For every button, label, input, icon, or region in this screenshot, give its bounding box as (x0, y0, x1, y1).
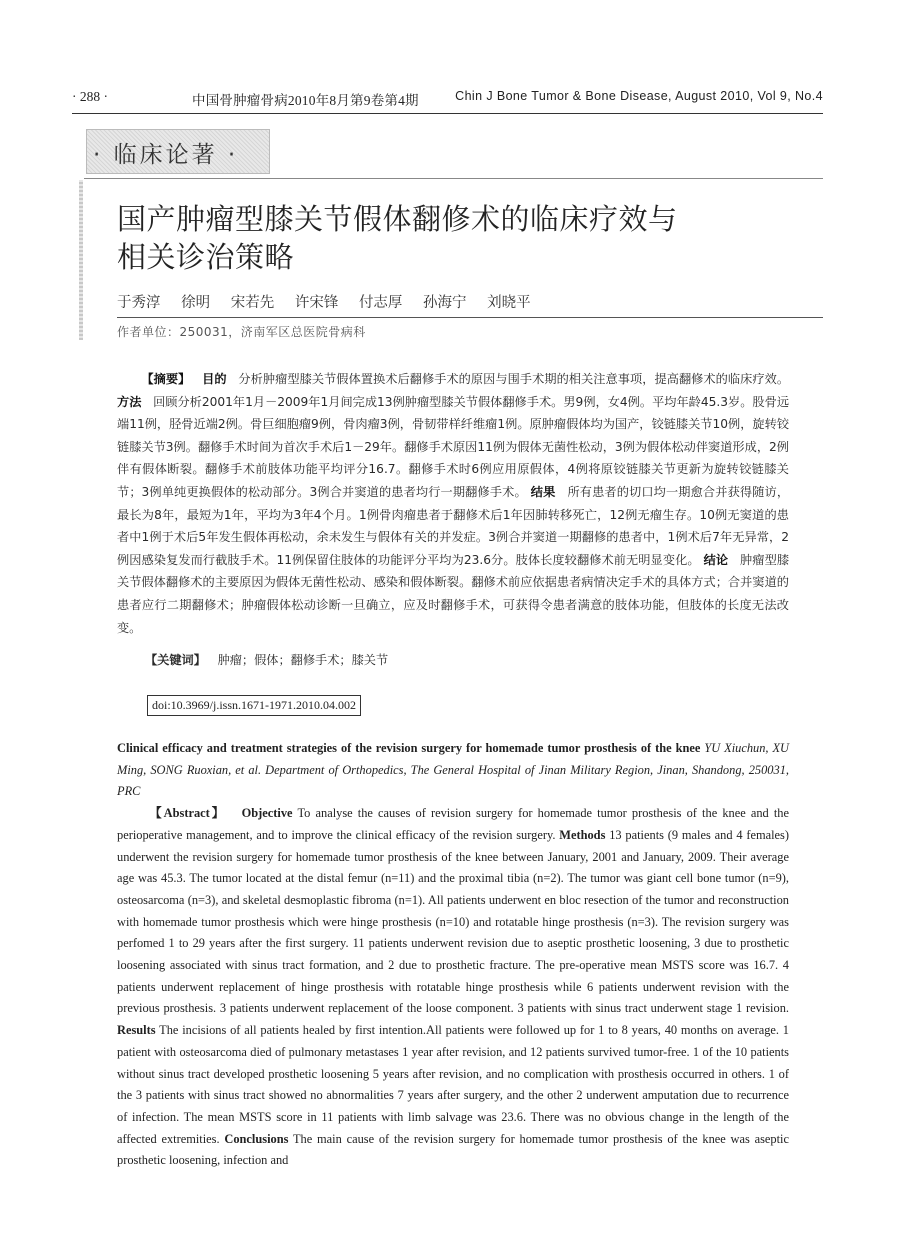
section-banner (86, 129, 270, 174)
section-label: · 临床论著 · (93, 142, 239, 168)
keywords-text: 肿瘤；假体；翻修手术；膝关节 (217, 653, 389, 667)
english-methods-label: Methods (559, 827, 606, 842)
english-results-label: Results (117, 1023, 156, 1038)
english-results-text: The incisions of all patients healed by first intention.All patients were followed up for 1 to 8 years, 40 months on average. 1 patient with osteosarcoma died of pulmonary metastases 1 year after revision, and 12 patients survived tumor-free. 1 of the 10 patients without sinus tract developed prosthetic loosening 5 years after revision, and no complication with prosthesis occurred in others. 1 of the 3 patients with sinus tract showed no abnormalities 7 years after surgery, and the other 2 underwent amputation due to recurrence of infection. The mean MSTS score in 11 patients with limb salvage was 23.6. There was no obvious change in the length of the affected extremities. (117, 1023, 789, 1146)
abstract-label: 【摘要】 (141, 372, 191, 386)
author-affiliation: 作者单位：250031，济南军区总医院骨病科 (117, 325, 366, 339)
results-label: 结果 (530, 484, 556, 499)
title-line-1: 国产肿瘤型膝关节假体翻修术的临床疗效与 (117, 202, 678, 236)
objective-text: 分析肿瘤型膝关节假体置换术后翻修手术的原因与围手术期的相关注意事项，提高翻修术的临床疗效。 (238, 372, 790, 386)
author: 于秀淳 (117, 295, 161, 311)
english-methods-text: 13 patients (9 males and 4 females) underwent the revision surgery for homemade tumor prosthesis of the knee between January, 2001 and January, 2009. Their average age was 45.3. The tumor located at the distal femur (n=11) and the proximal tibia (n=2). The tumor was giant cell bone tumor (n=9), osteosarcoma (n=3), and skeletal desmoplastic fibroma (n=1). All patients underwent en bloc resection of the tumor and reconstruction with homemade tumor prosthesis which were hinge prosthesis (n=10) and rotatable hinge prosthesis (n=3). The revision surgery was perfomed 1 to 29 years after the first surgery. 11 patients underwent revision due to aseptic prosthetic loosening, 3 due to prosthetic loosening associated with sinus tract formation, and 2 due to prosthetic fracture. The pre-operative mean MSTS score was 16.7. 4 patients underwent replacement of hinge prosthesis with rotatable hinge prosthesis while 6 patients underwent revision with the previous prosthesis. 3 patients underwent replacement of the loose component. 3 patients with sinus tract underwent stage 1 revision. (117, 827, 790, 1016)
methods-text: 回顾分析2001年1月－2009年1月间完成13例肿瘤型膝关节假体翻修手术。男9例，女4例。平均年龄45.3岁。股骨远端11例，胫骨近端2例。骨巨细胞瘤9例，骨肉瘤3例，骨韧带样纤维瘤1例。原肿瘤假体均为国产，铰链膝关节10例，旋转铰链膝关节3例。翻修手术时间为首次手术后1－29年。翻修手术原因11例为假体无菌性松动，3例为假体松动伴窦道形成，2例伴有假体断裂。翻修手术前肢体功能平均评分16.7。翻修手术时6例应用原假体，4例将原铰链膝关节更新为旋转铰链膝关节；3例单纯更换假体的松动部分。3例合并窦道的患者均行一期翻修手术。 (117, 394, 790, 499)
journal-name-chinese: 中国骨肿瘤骨病2010年8月第9卷第4期 (192, 93, 419, 108)
english-abstract-label: 【Abstract】 (149, 806, 227, 821)
section-divider (84, 178, 823, 179)
author: 刘晓平 (487, 295, 531, 311)
english-title: Clinical efficacy and treatment strategies of the revision surgery for homemade tumor prosthesis of the knee (117, 741, 701, 755)
english-objective-text: To analyse the causes of revision surgery for homemade tumor prosthesis of the knee and the perioperative management, and to improve the clinical efficacy of the revision surgery. (117, 806, 790, 842)
author-list (117, 291, 547, 312)
methods-label: 方法 (117, 394, 142, 409)
author: 宋若先 (230, 295, 275, 311)
page-number: · 288 · (72, 89, 108, 104)
author: 许宋锋 (294, 295, 339, 311)
english-conclusions-text: The main cause of the revision surgery for homemade tumor prosthesis of the knee was aseptic prosthetic loosening, infection and (117, 1131, 789, 1168)
decorative-side-bar (79, 180, 83, 340)
author-divider (117, 317, 823, 318)
english-authors-affiliation: YU Xiuchun, XU Ming, SONG Ruoxian, et al. Department of Orthopedics, The General Hospital of Jinan Military Region, Jinan, Shandong, 250031, PRC (117, 741, 789, 799)
doi-box: doi:10.3969/j.issn.1671-1971.2010.04.002 (147, 695, 361, 716)
english-abstract (117, 738, 789, 1172)
header-divider (72, 113, 823, 114)
objective-label: 目的 (202, 372, 227, 386)
journal-name-english: Chin J Bone Tumor & Bone Disease, August 2010, Vol 9, No.4 (455, 89, 823, 103)
conclusion-text: 肿瘤型膝关节假体翻修术的主要原因为假体无菌性松动、感染和假体断裂。翻修术前应依据患者病情决定手术的具体方式；合并窦道的患者应行二期翻修术；肿瘤假体松动诊断一旦确立，应及时翻修手术，可获得令患者满意的肢体功能，但肢体的长度无法改变。 (117, 552, 790, 635)
results-text: 所有患者的切口均一期愈合并获得随访，最长为8年，最短为1年，平均为3年4个月。1例骨肉瘤患者于翻修术后1年因肺转移死亡，12例无瘤生存。10例无窦道的患者中1例于术后5年发生假体再松动，余未发生与假体有关的并发症。3例合并窦道一期翻修的患者中，1例术后7年无异常，2例因感染复发而行截肢手术。11例保留住肢体的功能评分平均为23.6分。肢体长度较翻修术前无明显变化。 (117, 484, 790, 567)
keywords-label: 【关键词】 (145, 653, 206, 667)
keywords-chinese (145, 651, 388, 668)
author: 徐明 (181, 295, 211, 311)
author: 付志厚 (358, 295, 403, 311)
running-header (72, 89, 823, 109)
chinese-abstract (117, 368, 789, 639)
english-objective-label: Objective (241, 806, 293, 821)
article-title (117, 200, 797, 276)
english-conclusions-label: Conclusions (224, 1131, 289, 1146)
conclusion-label: 结论 (703, 552, 729, 567)
title-line-2: 相关诊治策略 (117, 240, 295, 274)
author: 孙海宁 (423, 295, 467, 311)
